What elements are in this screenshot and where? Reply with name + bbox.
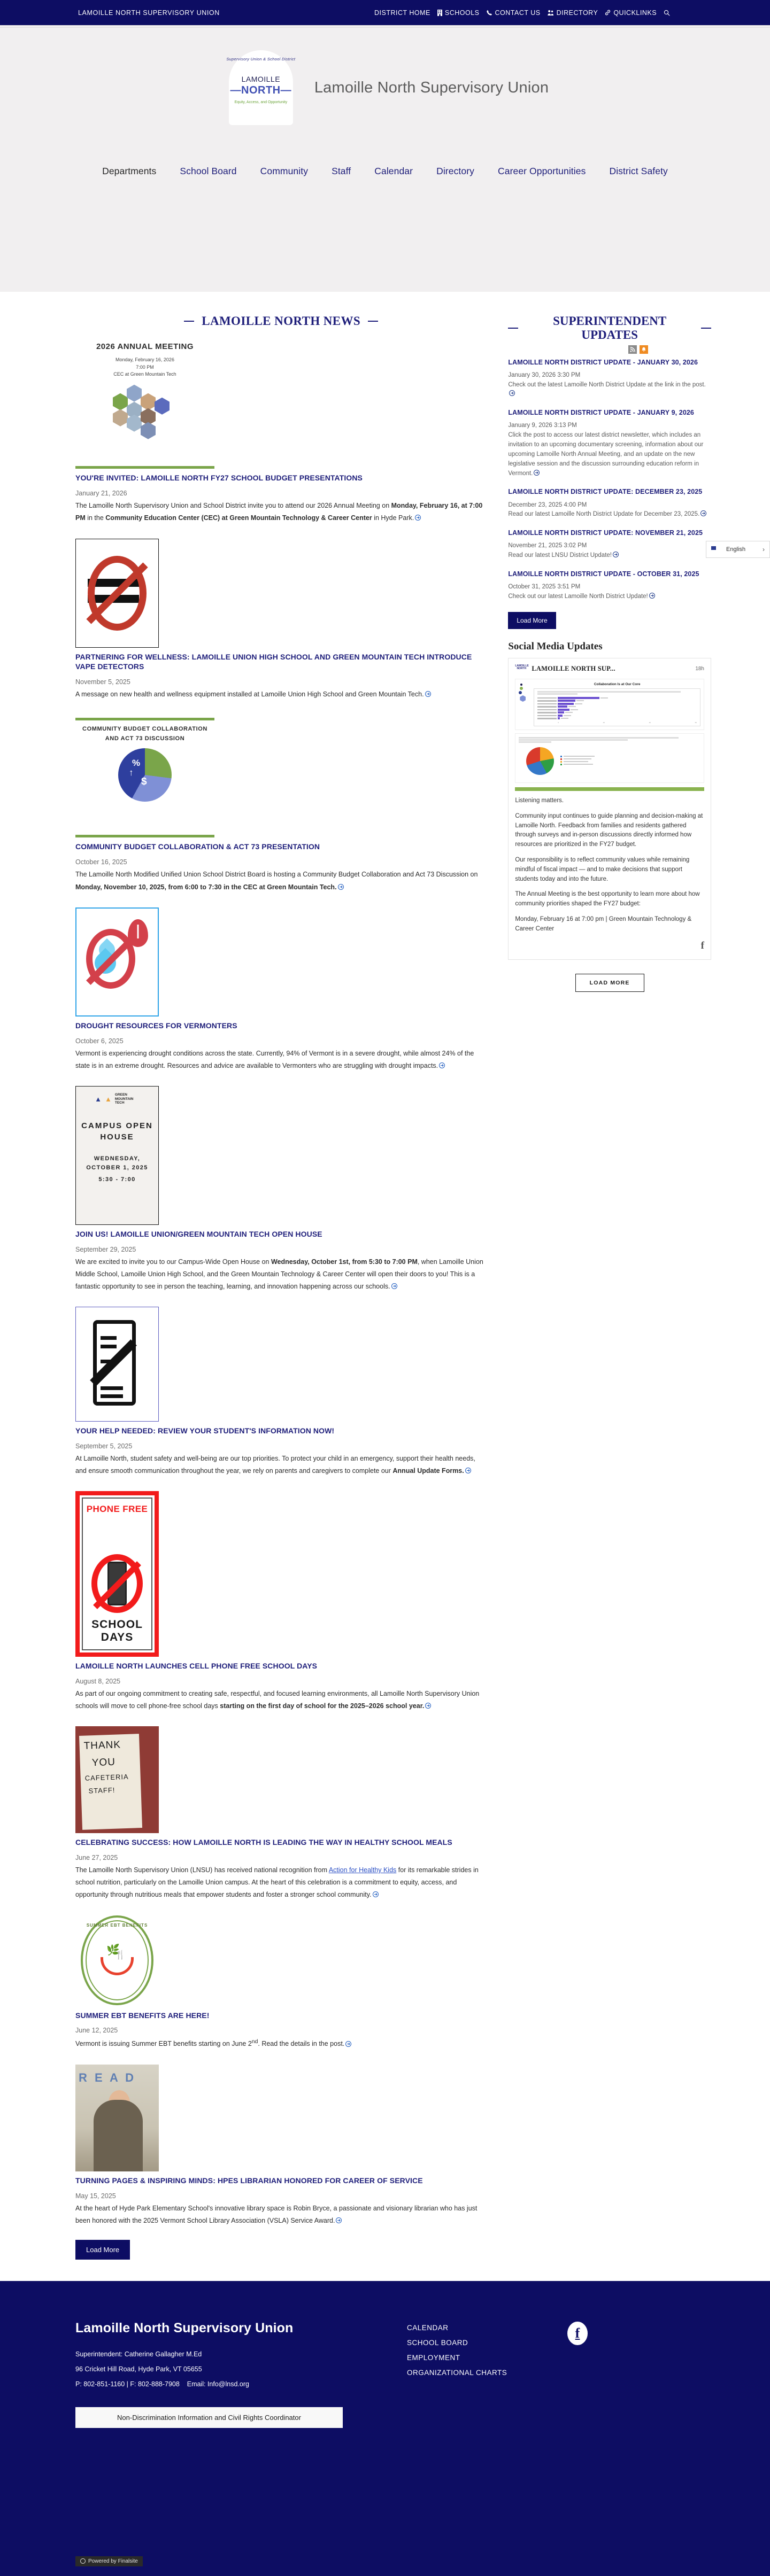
flyer-time: 5:30 - 7:00	[98, 1176, 136, 1183]
update-meta: January 30, 2026 3:30 PM	[508, 371, 581, 378]
read-more-arrow-icon[interactable]	[700, 510, 706, 516]
pie-graphic: % $ ↑	[118, 748, 172, 802]
no-vape-sign-icon[interactable]	[75, 539, 214, 648]
phone-icon	[487, 10, 492, 15]
update-title[interactable]: LAMOILLE NORTH DISTRICT UPDATE - OCTOBER 31, 2025	[508, 570, 699, 578]
news-post-date: September 5, 2025	[75, 1442, 133, 1450]
news-post-body	[75, 2037, 487, 2050]
news-post-body	[75, 500, 487, 524]
feed-icons	[508, 345, 711, 354]
news-post-date: June 27, 2025	[75, 1854, 118, 1862]
nav-item-district-safety[interactable]: District Safety	[609, 166, 668, 176]
news-post	[75, 1086, 487, 1293]
heading-dash-right	[368, 321, 378, 322]
body-bold-1: starting on the first day of school for the 2025–2026 school year.	[220, 1702, 425, 1710]
nav-item-directory[interactable]: Directory	[436, 166, 474, 176]
facebook-icon[interactable]: f	[567, 2322, 588, 2345]
read-more-arrow-icon[interactable]	[465, 1465, 471, 1471]
news-post	[75, 1726, 487, 1901]
news-post-date: October 16, 2025	[75, 858, 127, 866]
page-title: Lamoille North Supervisory Union	[314, 79, 549, 96]
site-footer	[0, 2281, 770, 2576]
news-post-date: June 12, 2025	[75, 2027, 118, 2035]
body-bold-2: Community Education Center (CEC) at Green Mountain Technology & Career Center	[105, 514, 372, 522]
news-post-date: November 5, 2025	[75, 678, 130, 686]
us-flag-icon	[711, 546, 722, 553]
post-paragraph: Our responsibility is to reflect community values while remaining mindful of fiscal impact — and to make decisions that support students today and into the future.	[515, 857, 690, 882]
body-bold-1: Annual Update Forms.	[392, 1467, 464, 1475]
footer-contact	[75, 2378, 407, 2391]
nav-item-staff[interactable]: Staff	[332, 166, 351, 176]
flyer-date: WEDNESDAY, OCTOBER 1, 2025	[86, 1155, 148, 1171]
update-desc: Read our latest LNSU District Update!	[508, 551, 711, 561]
form-pencil-icon[interactable]	[75, 1307, 214, 1422]
hex-cluster-graphic	[113, 382, 177, 430]
social-media-heading: Social Media Updates	[508, 640, 603, 652]
body-mid: . Read the details in the post.	[258, 2040, 345, 2048]
footer-link-organizational-charts[interactable]: ORGANIZATIONAL CHARTS	[407, 2368, 507, 2377]
news-post-body	[75, 868, 487, 893]
news-post-title[interactable]: LAMOILLE NORTH LAUNCHES CELL PHONE FREE SCHOOL DAYS	[75, 1662, 318, 1671]
news-post-title[interactable]: TURNING PAGES & INSPIRING MINDS: HPES LIBRARIAN HONORED FOR CAREER OF SERVICE	[75, 2176, 423, 2185]
body-text: Vermont is issuing Summer EBT benefits starting on June 2	[75, 2040, 252, 2048]
photo-wall-text: R E A D	[79, 2070, 136, 2084]
post-chart-image[interactable]: Collaboration Is at Our Core 0 20 40 60	[515, 679, 704, 730]
news-post	[75, 2065, 487, 2227]
badge-ring-text: SUMMER EBT BENEFITS	[86, 1922, 148, 1928]
news-post-title[interactable]: YOU'RE INVITED: LAMOILLE NORTH FY27 SCHOOL BUDGET PRESENTATIONS	[75, 474, 363, 483]
news-post-body	[75, 1048, 487, 1072]
news-post-body	[75, 688, 487, 701]
news-heading-text: LAMOILLE NORTH NEWS	[202, 314, 361, 328]
update-meta: November 21, 2025 3:02 PM	[508, 542, 587, 549]
budget-pie-flyer-icon[interactable]	[75, 725, 214, 837]
nav-item-school-board[interactable]: School Board	[180, 166, 237, 176]
green-divider	[75, 466, 214, 469]
update-meta: December 23, 2025 4:00 PM	[508, 501, 587, 508]
news-post-date: September 29, 2025	[75, 1245, 136, 1253]
heading-dash-left	[508, 328, 518, 329]
flyer-logo-text: GREEN MOUNTAIN TECH	[114, 1092, 134, 1105]
footer-link-calendar[interactable]: CALENDAR	[407, 2323, 449, 2332]
flyer-time: 7:00 PM	[136, 364, 154, 370]
flyer-date: Monday, February 16, 2026	[116, 357, 174, 363]
news-post	[75, 539, 487, 701]
bell-icon[interactable]	[640, 345, 648, 354]
read-more-arrow-icon[interactable]	[613, 552, 619, 557]
update-title[interactable]: LAMOILLE NORTH DISTRICT UPDATE: NOVEMBER 21, 2025	[508, 529, 703, 537]
superintendent-update-item	[508, 358, 711, 400]
news-post-date: May 15, 2025	[75, 2192, 116, 2200]
post-pie-image[interactable]	[515, 733, 704, 783]
read-more-arrow-icon[interactable]	[425, 1701, 431, 1706]
body-bold-1: Wednesday, October 1st, from 5:30 to 7:00 PM	[271, 1258, 418, 1266]
page-body	[0, 292, 770, 2281]
news-post-body	[75, 1864, 487, 1901]
news-post	[75, 1307, 487, 1477]
finalsite-logo-icon	[80, 2558, 86, 2564]
powered-by-badge[interactable]	[75, 2556, 143, 2566]
logo-row	[0, 42, 770, 127]
green-divider	[515, 787, 704, 791]
link-icon	[605, 10, 611, 15]
thank-you-cafeteria-photo[interactable]	[75, 1726, 214, 1833]
read-more-arrow-icon[interactable]	[534, 470, 540, 476]
update-desc: Click the post to access our latest district newsletter, which includes an invitation to an upcoming documentary screening, information about our upcoming Lamoille North Annual Meeting, and an update on the new legislative session and the discussion surrounding education reform in Vermont.	[508, 432, 704, 477]
photo-line4: STAFF!	[88, 1786, 116, 1795]
utility-bar	[0, 0, 770, 25]
read-more-arrow-icon[interactable]	[336, 2215, 342, 2221]
read-more-arrow-icon[interactable]	[649, 593, 655, 599]
read-more-arrow-icon[interactable]	[391, 1281, 397, 1287]
site-header	[0, 28, 770, 292]
read-more-arrow-icon[interactable]	[439, 1060, 445, 1066]
news-post-title[interactable]: DROUGHT RESOURCES FOR VERMONTERS	[75, 1021, 237, 1030]
body-post: in Hyde Park.	[372, 514, 414, 522]
post-text	[515, 796, 704, 934]
utility-brand: LAMOILLE NORTH SUPERVISORY UNION	[78, 9, 220, 17]
update-desc: Check out our latest Lamoille North District Update!	[508, 592, 711, 602]
language-name: English	[726, 546, 746, 553]
nav-item-departments[interactable]: Departments	[102, 166, 157, 176]
flyer-line1: PHONE FREE	[86, 1504, 148, 1515]
updates-load-more-button[interactable]: Load More	[508, 612, 556, 629]
post-time: 18h	[695, 666, 704, 672]
superintendent-update-item	[508, 487, 711, 519]
building-icon	[437, 10, 442, 16]
news-post-date: October 6, 2025	[75, 1037, 124, 1045]
news-post	[75, 907, 487, 1072]
news-post-title[interactable]: COMMUNITY BUDGET COLLABORATION & ACT 73 PRESENTATION	[75, 842, 320, 851]
annual-meeting-flyer-icon[interactable]	[75, 340, 214, 469]
footer-phone: P: 802-851-1160 | F: 802-888-7908	[75, 2380, 180, 2388]
search-button[interactable]	[664, 10, 670, 16]
social-media-post	[508, 658, 711, 960]
news-post	[75, 1915, 487, 2051]
drought-sign-icon[interactable]	[75, 907, 214, 1017]
news-post-date: August 8, 2025	[75, 1678, 121, 1686]
news-post	[75, 1491, 487, 1712]
logo-line1: LAMOILLE	[241, 75, 281, 83]
green-divider	[75, 718, 214, 720]
body-text: The Lamoille North Supervisory Union and School District invite you to attend our 2026 Annual Meeting on	[75, 502, 391, 510]
utility-link-quicklinks[interactable]: QUICKLINKS	[605, 9, 657, 17]
update-meta: January 9, 2026 3:13 PM	[508, 422, 577, 429]
news-post-body	[75, 1688, 487, 1712]
body-text: At Lamoille North, student safety and well-being are our top priorities. To protect your child in an emergency, support their health needs, and ensure smooth communication throughout the year, we rely on parents and caregivers to complete our	[75, 1454, 475, 1475]
photo-line3: CAFETERIA	[84, 1772, 129, 1782]
read-more-arrow-icon[interactable]	[345, 2039, 351, 2045]
superintendent-update-item	[508, 408, 711, 478]
body-superscript: nd	[251, 2039, 258, 2045]
non-discrimination-button[interactable]: Non-Discrimination Information and Civil Rights Coordinator	[75, 2407, 343, 2428]
nav-item-calendar[interactable]: Calendar	[374, 166, 413, 176]
footer-link-employment[interactable]: EMPLOYMENT	[407, 2353, 460, 2362]
update-meta: October 31, 2025 3:51 PM	[508, 584, 581, 591]
heading-dash-right	[701, 328, 711, 329]
body-mid: for its remarkable strides in school nutrition, particularly on the Lamoille Union campus. At the heart of this celebration is a commitment to equity, access, and opportunity through nutritious meals that empower students and foster a stronger school community.	[75, 1866, 479, 1899]
news-post-body	[75, 1453, 487, 1477]
news-heading	[75, 314, 487, 328]
footer-superintendent: Superintendent: Catherine Gallagher M.Ed	[75, 2350, 202, 2358]
utility-link-directory[interactable]: DIRECTORY	[548, 9, 598, 17]
flyer-place: CEC at Green Mountain Tech	[113, 371, 176, 377]
news-post-title[interactable]: PARTNERING FOR WELLNESS: LAMOILLE UNION HIGH SCHOOL AND GREEN MOUNTAIN TECH INTRODUCE VAPE DETECTORS	[75, 652, 472, 671]
sidebar-column	[508, 292, 711, 2281]
read-more-arrow-icon[interactable]	[425, 689, 431, 695]
social-load-more-button[interactable]: LOAD MORE	[575, 974, 644, 992]
post-paragraph: Monday, February 16 at 7:00 pm | Green Mountain Technology & Career Center	[515, 916, 692, 932]
flyer-title: COMMUNITY BUDGET COLLABORATION AND ACT 73 DISCUSSION	[82, 726, 207, 742]
campus-open-house-flyer-icon[interactable]: ▲ ▲ GREEN MOUNTAIN TECH CAMPUS OPEN HOUSE WEDNESDAY, OCTOBER 1, 2025 5:30 - 7:00	[75, 1086, 214, 1225]
body-text: As part of our ongoing commitment to creating safe, respectful, and focused learning environments, all Lamoille North Supervisory Union schools will move to cell phone-free school days	[75, 1690, 480, 1710]
footer-links	[407, 2321, 567, 2428]
pie-chart	[526, 747, 554, 775]
body-bold-1: Monday, February 16, at 7:00 PM	[75, 502, 483, 522]
footer-link-school-board[interactable]: SCHOOL BOARD	[407, 2338, 468, 2347]
main-navigation	[0, 166, 770, 182]
body-text: We are excited to invite you to our Campus-Wide Open House on	[75, 1258, 271, 1266]
librarian-photo[interactable]	[75, 2065, 214, 2171]
news-post-title[interactable]: JOIN US! LAMOILLE UNION/GREEN MOUNTAIN TECH OPEN HOUSE	[75, 1229, 322, 1238]
facebook-icon[interactable]: f	[700, 940, 704, 951]
post-paragraph: Community input continues to guide planning and decision-making at Lamoille North. Feedback from families and residents gathered through surveys and in-person discussions directly informed how resources are prioritized in the FY27 budget.	[515, 812, 703, 848]
read-more-arrow-icon[interactable]	[338, 882, 344, 888]
body-inline-link[interactable]: Action for Healthy Kids	[328, 1866, 397, 1874]
powered-by-text: Powered by Finalsite	[88, 2558, 138, 2564]
news-post	[75, 718, 487, 893]
green-divider	[75, 835, 214, 837]
body-bold-1: Monday, November 10, 2025, from 6:00 to 7:30 in the CEC at Green Mountain Tech.	[75, 883, 337, 891]
news-post	[75, 340, 487, 524]
people-icon	[548, 10, 554, 16]
read-more-arrow-icon[interactable]	[509, 390, 515, 396]
footer-social	[567, 2321, 588, 2428]
body-text: The Lamoille North Modified Unified Union School District Board is hosting a Community Budget Collaboration and Act 73 Discussion on	[75, 871, 478, 879]
utility-links	[374, 9, 670, 17]
logo-tagline: Equity, Access, and Opportunity	[234, 100, 288, 104]
flyer-title: 2026 ANNUAL MEETING	[96, 342, 194, 352]
phone-free-sign-icon[interactable]	[75, 1491, 214, 1657]
update-desc: Read our latest Lamoille North District Update for December 23, 2025.	[508, 510, 711, 519]
footer-title: Lamoille North Supervisory Union	[75, 2320, 294, 2336]
news-post-title[interactable]: SUMMER EBT BENEFITS ARE HERE!	[75, 2011, 210, 2020]
logo-arc-text: Supervisory Union & School District	[226, 57, 296, 61]
superintendent-updates-heading	[508, 314, 711, 342]
news-post-date: January 21, 2026	[75, 490, 127, 498]
footer-info	[75, 2321, 407, 2428]
district-logo[interactable]	[221, 48, 301, 127]
flyer-title: CAMPUS OPEN HOUSE	[81, 1121, 153, 1142]
photo-line2: YOU	[91, 1756, 116, 1769]
body-text: Vermont is experiencing drought conditions across the state. Currently, 94% of Vermont is in a severe drought, while almost 24% of the state is in an extreme drought. Resources and advice are available to Vermonters who are struggling with drought impacts.	[75, 1049, 474, 1069]
update-title[interactable]: LAMOILLE NORTH DISTRICT UPDATE: DECEMBER 23, 2025	[508, 488, 703, 496]
body-mid: , when Lamoille Union Middle School, Lamoille Union High School, and the Green Mountain Technology & Career Center will open their doors to you! This is a fantastic opportunity to see in person the teaching, learning, and innovation happening across our schools.	[75, 1258, 483, 1290]
utility-link-schools[interactable]: SCHOOLS	[437, 9, 480, 17]
body-text: A message on new health and wellness equipment installed at Lamoille Union High School and Green Mountain Tech.	[75, 690, 424, 699]
flyer-line2: SCHOOL DAYS	[91, 1618, 143, 1644]
body-text: At the heart of Hyde Park Elementary School's innovative library space is Robin Bryce, a passionate and visionary librarian who has just been honored with the 2025 Vermont School Library Association (VSLA) Service Award.	[75, 2204, 478, 2224]
update-title[interactable]: LAMOILLE NORTH DISTRICT UPDATE - JANUARY 9, 2026	[508, 409, 694, 417]
footer-email: Email: Info@lnsd.org	[187, 2380, 249, 2388]
read-more-arrow-icon[interactable]	[415, 513, 421, 518]
body-text: The Lamoille North Supervisory Union (LNSU) has received national recognition from	[75, 1866, 329, 1874]
news-post-body	[75, 1256, 487, 1293]
avatar: LAMOILLE NORTH	[515, 664, 529, 671]
news-column	[75, 292, 508, 2281]
logo-line2: —NORTH—	[230, 84, 292, 96]
nav-item-career-opportunities[interactable]: Career Opportunities	[498, 166, 586, 176]
news-post-body	[75, 2202, 487, 2227]
superintendent-update-item	[508, 570, 711, 602]
update-desc: Check out the latest Lamoille North District Update at the link in the post.	[508, 381, 711, 400]
read-more-arrow-icon[interactable]	[373, 1889, 379, 1895]
news-post-title[interactable]: CELEBRATING SUCCESS: HOW LAMOILLE NORTH IS LEADING THE WAY IN HEALTHY SCHOOL MEALS	[75, 1838, 452, 1847]
chevron-right-icon: ›	[763, 546, 765, 553]
summer-ebt-badge-icon[interactable]: SUMMER EBT BENEFITS 🌿 🍴	[75, 1915, 214, 2006]
search-icon	[664, 10, 670, 16]
utility-link-contact-us[interactable]: CONTACT US	[487, 9, 541, 17]
footer-address: 96 Cricket Hill Road, Hyde Park, VT 05655	[75, 2365, 202, 2373]
news-load-more-button[interactable]: Load More	[75, 2240, 130, 2260]
language-picker[interactable]	[706, 541, 770, 558]
superintendent-update-item	[508, 529, 711, 561]
rss-icon[interactable]	[628, 345, 637, 354]
post-author: LAMOILLE NORTH SUP...	[532, 665, 615, 673]
update-title[interactable]: LAMOILLE NORTH DISTRICT UPDATE - JANUARY 30, 2026	[508, 358, 698, 366]
post-paragraph: Listening matters.	[515, 797, 564, 804]
utility-link-district-home[interactable]: DISTRICT HOME	[374, 9, 430, 17]
chart-title: Collaboration Is at Our Core	[594, 682, 641, 686]
body-mid: in the	[85, 514, 106, 522]
news-post-title[interactable]: YOUR HELP NEEDED: REVIEW YOUR STUDENT'S INFORMATION NOW!	[75, 1426, 335, 1436]
photo-line1: THANK	[83, 1739, 121, 1752]
heading-dash-left	[184, 321, 194, 322]
post-paragraph: The Annual Meeting is the best opportunity to learn more about how community priorities shaped the FY27 budget:	[515, 891, 700, 907]
superintendent-updates-heading-text: SUPERINTENDENT UPDATES	[553, 314, 667, 342]
nav-item-community[interactable]: Community	[260, 166, 309, 176]
